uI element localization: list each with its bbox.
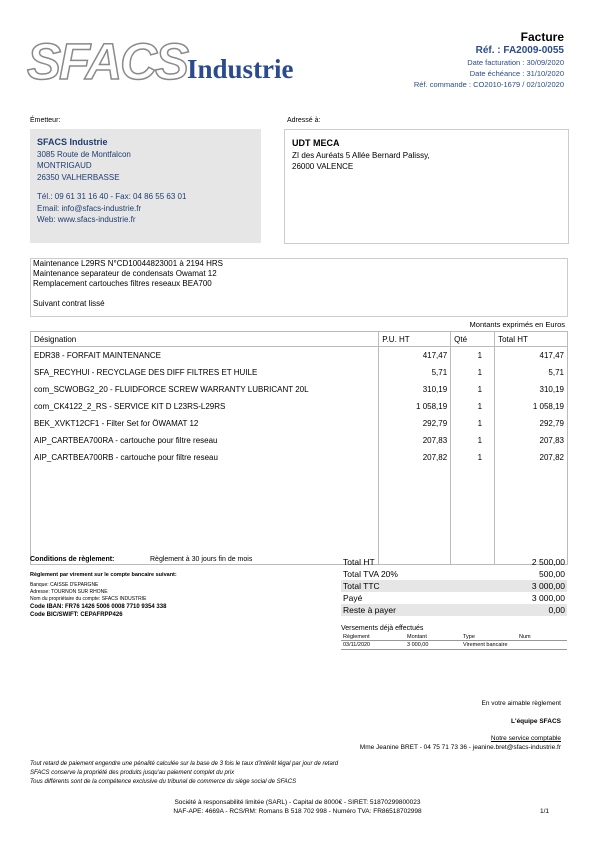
signature-line-1: En votre aimable règlement — [481, 700, 561, 707]
cell-total: 207,83 — [495, 432, 568, 449]
montants-note: Montants exprimés en Euros — [469, 320, 565, 329]
table-row — [31, 415, 568, 432]
table-row — [341, 641, 567, 650]
cell-designation: EDR38 - FORFAIT MAINTENANCE — [31, 347, 379, 365]
destinataire-box — [284, 129, 569, 244]
total-label: Total TTC — [343, 581, 380, 591]
logo-suffix: Industrie — [187, 54, 294, 84]
conditions-value: Règlement à 30 jours fin de mois — [150, 556, 253, 563]
table-header-row — [31, 332, 568, 347]
table-row — [31, 381, 568, 398]
cell-total: 207,82 — [495, 449, 568, 466]
col-designation: Désignation — [31, 332, 379, 347]
cell-pu: 310,19 — [379, 381, 451, 398]
total-row — [341, 592, 567, 604]
table-row — [31, 364, 568, 381]
conditions-block — [30, 556, 252, 619]
total-label: Total HT — [343, 557, 375, 567]
date-facturation: Date facturation : 30/09/2020 — [467, 58, 564, 67]
legal-line: Tous différents sont de la compétence exclusive du tribunal de commerce du siège social de SFACS — [30, 779, 297, 785]
total-value: 3 000,00 — [531, 593, 565, 603]
emetteur-address-line: 26350 VALHERBASSE — [37, 172, 120, 182]
total-row — [341, 568, 567, 580]
ref-commande: Réf. commande : CO2010-1679 / 02/10/2020 — [413, 80, 564, 89]
description-line: Maintenance separateur de condensats Owamat 12 — [33, 269, 217, 278]
cell-pu: 207,82 — [379, 449, 451, 466]
cell-qte: 1 — [451, 381, 495, 398]
emetteur-web[interactable]: Web: www.sfacs-industrie.fr — [37, 215, 136, 224]
totals-block — [341, 556, 567, 616]
versements-block — [341, 625, 567, 650]
cell-pu: 5,71 — [379, 364, 451, 381]
legal-line: Tout retard de paiement engendre une pénalité calculée sur la base de 3 fois le taux d'intérêt légal par jour de retard — [30, 761, 339, 767]
emetteur-label: Émetteur: — [30, 117, 61, 124]
cell-designation: AIP_CARTBEA700RB - cartouche pour filtre reseau — [31, 449, 379, 466]
logo-brand: SFACS — [27, 33, 188, 90]
total-label: Payé — [343, 593, 363, 603]
table-row — [31, 398, 568, 415]
cell-qte: 1 — [451, 347, 495, 365]
col-qte: Qté — [451, 332, 495, 347]
table-row — [31, 449, 568, 466]
col-total: Total HT — [495, 332, 568, 347]
table-row — [31, 432, 568, 449]
vt-cell: Virement bancaire — [461, 641, 517, 650]
virement-title: Règlement par virement sur le compte bancaire suivant: — [30, 572, 177, 578]
total-value: 2 500,00 — [531, 557, 565, 567]
destinataire-label: Adressé à: — [287, 117, 321, 124]
destinataire-name: UDT MECA — [292, 138, 340, 148]
signature-line-2: L'équipe SFACS — [511, 718, 561, 725]
description-line: Suivant contrat lissé — [33, 299, 105, 308]
destinataire-address-line: 26000 VALENCE — [292, 162, 354, 171]
cell-total: 1 058,19 — [495, 398, 568, 415]
legal-line: SFACS conserve la propriété des produits jusqu'au paiement complet du prix — [30, 770, 235, 776]
emetteur-address-line: MONTRIGAUD — [37, 161, 92, 170]
cell-pu: 417,47 — [379, 347, 451, 365]
bic: Code BIC/SWIFT: CEPAFRPP426 — [30, 612, 123, 618]
total-row — [341, 580, 567, 592]
cell-designation: AIP_CARTBEA700RA - cartouche pour filtre reseau — [31, 432, 379, 449]
cell-qte: 1 — [451, 432, 495, 449]
page-number: 1/1 — [539, 808, 549, 815]
invoice-title: Facture — [520, 30, 564, 44]
cell-total: 417,47 — [495, 347, 568, 365]
page-footer — [0, 798, 595, 816]
cell-pu: 292,79 — [379, 415, 451, 432]
emetteur-email[interactable]: Email: info@sfacs-industrie.fr — [37, 203, 142, 213]
banque-proprietaire: Nom du propriétaire du compte: SFACS INDUSTRIE — [30, 596, 147, 602]
col-pu: P.U. HT — [379, 332, 451, 347]
table-row — [31, 347, 568, 365]
versements-title: Versements déjà effectués — [341, 625, 424, 632]
description-line: Maintenance L29RS N°CD10044823001 à 2194 HRS — [33, 259, 223, 268]
cell-total: 5,71 — [495, 364, 568, 381]
cell-total: 292,79 — [495, 415, 568, 432]
vt-cell: 03/11/2020 — [341, 641, 405, 650]
cell-pu: 207,83 — [379, 432, 451, 449]
vt-cell — [517, 641, 567, 650]
table-filler-row — [31, 466, 568, 565]
invoice-header — [414, 30, 564, 90]
total-label: Reste à payer — [343, 605, 396, 615]
invoice-ref: Réf. : FA2009-0055 — [475, 45, 564, 56]
cell-qte: 1 — [451, 449, 495, 466]
iban: Code IBAN: FR76 1426 5006 0008 7710 9354 338 — [30, 604, 167, 610]
signature-line-3: Notre service comptable — [490, 735, 561, 742]
company-logo — [27, 34, 312, 90]
cell-designation: SFA_RECYHUI - RECYCLAGE DES DIFF FILTRES ET HUILE — [31, 364, 379, 381]
emetteur-address-line: 3085 Route de Montfalcon — [37, 149, 131, 159]
emetteur-box — [30, 129, 261, 243]
cell-designation: com_SCWOBG2_20 - FLUIDFORCE SCREW WARRANTY LUBRICANT 20L — [31, 381, 379, 398]
cell-qte: 1 — [451, 364, 495, 381]
banque: Banque: CAISSE D'EPARGNE — [30, 582, 99, 588]
emetteur-name: SFACS Industrie — [37, 137, 108, 147]
emetteur-tel: Tél.: 09 61 31 16 40 - Fax: 04 86 55 63 01 — [37, 192, 187, 201]
banque-adresse: Adresse: TOURNON SUR RHONE — [30, 589, 108, 595]
total-value: 0,00 — [548, 605, 565, 615]
versements-table — [341, 634, 567, 650]
total-value: 500,00 — [539, 569, 565, 579]
vt-header: Montant — [405, 634, 461, 641]
cell-total: 310,19 — [495, 381, 568, 398]
date-echeance: Date échéance : 31/10/2020 — [469, 69, 564, 78]
description-box — [30, 258, 568, 317]
cell-pu: 1 058,19 — [379, 398, 451, 415]
cell-qte: 1 — [451, 398, 495, 415]
description-line: Remplacement cartouches filtres reseaux BEA700 — [33, 279, 212, 288]
vt-cell: 3 000,00 — [405, 641, 461, 650]
total-row — [341, 604, 567, 616]
footer-line-2: NAF-APE: 4669A - RCS/RM: Romans B 518 702 998 - Numéro TVA: FR86518702998 — [173, 808, 422, 815]
vt-header: Règlement — [341, 634, 405, 641]
conditions-label: Conditions de règlement: — [30, 556, 115, 563]
cell-designation: BEK_XVKT12CF1 - Filter Set for ÖWAMAT 12 — [31, 415, 379, 432]
total-value: 3 000,00 — [531, 581, 565, 591]
cell-designation: com_CK4122_2_RS - SERVICE KIT D L23RS-L29RS — [31, 398, 379, 415]
vt-header: Num — [517, 634, 567, 641]
total-row — [341, 556, 567, 568]
invoice-lines-table — [30, 331, 568, 565]
signature-line-4: Mme Jeanine BRET - 04 75 71 73 36 - jeanine.bret@sfacs-industrie.fr — [359, 744, 561, 751]
description-line — [31, 289, 567, 299]
total-label: Total TVA 20% — [343, 569, 398, 579]
destinataire-address-line: ZI des Auréats 5 Allée Bernard Palissy, — [292, 150, 430, 160]
footer-line-1: Société à responsabilité limitée (SARL) - Capital de 8000€ - SIRET: 51870299800023 — [174, 799, 421, 806]
legal-notes — [30, 760, 338, 787]
vt-header: Type — [461, 634, 517, 641]
cell-qte: 1 — [451, 415, 495, 432]
